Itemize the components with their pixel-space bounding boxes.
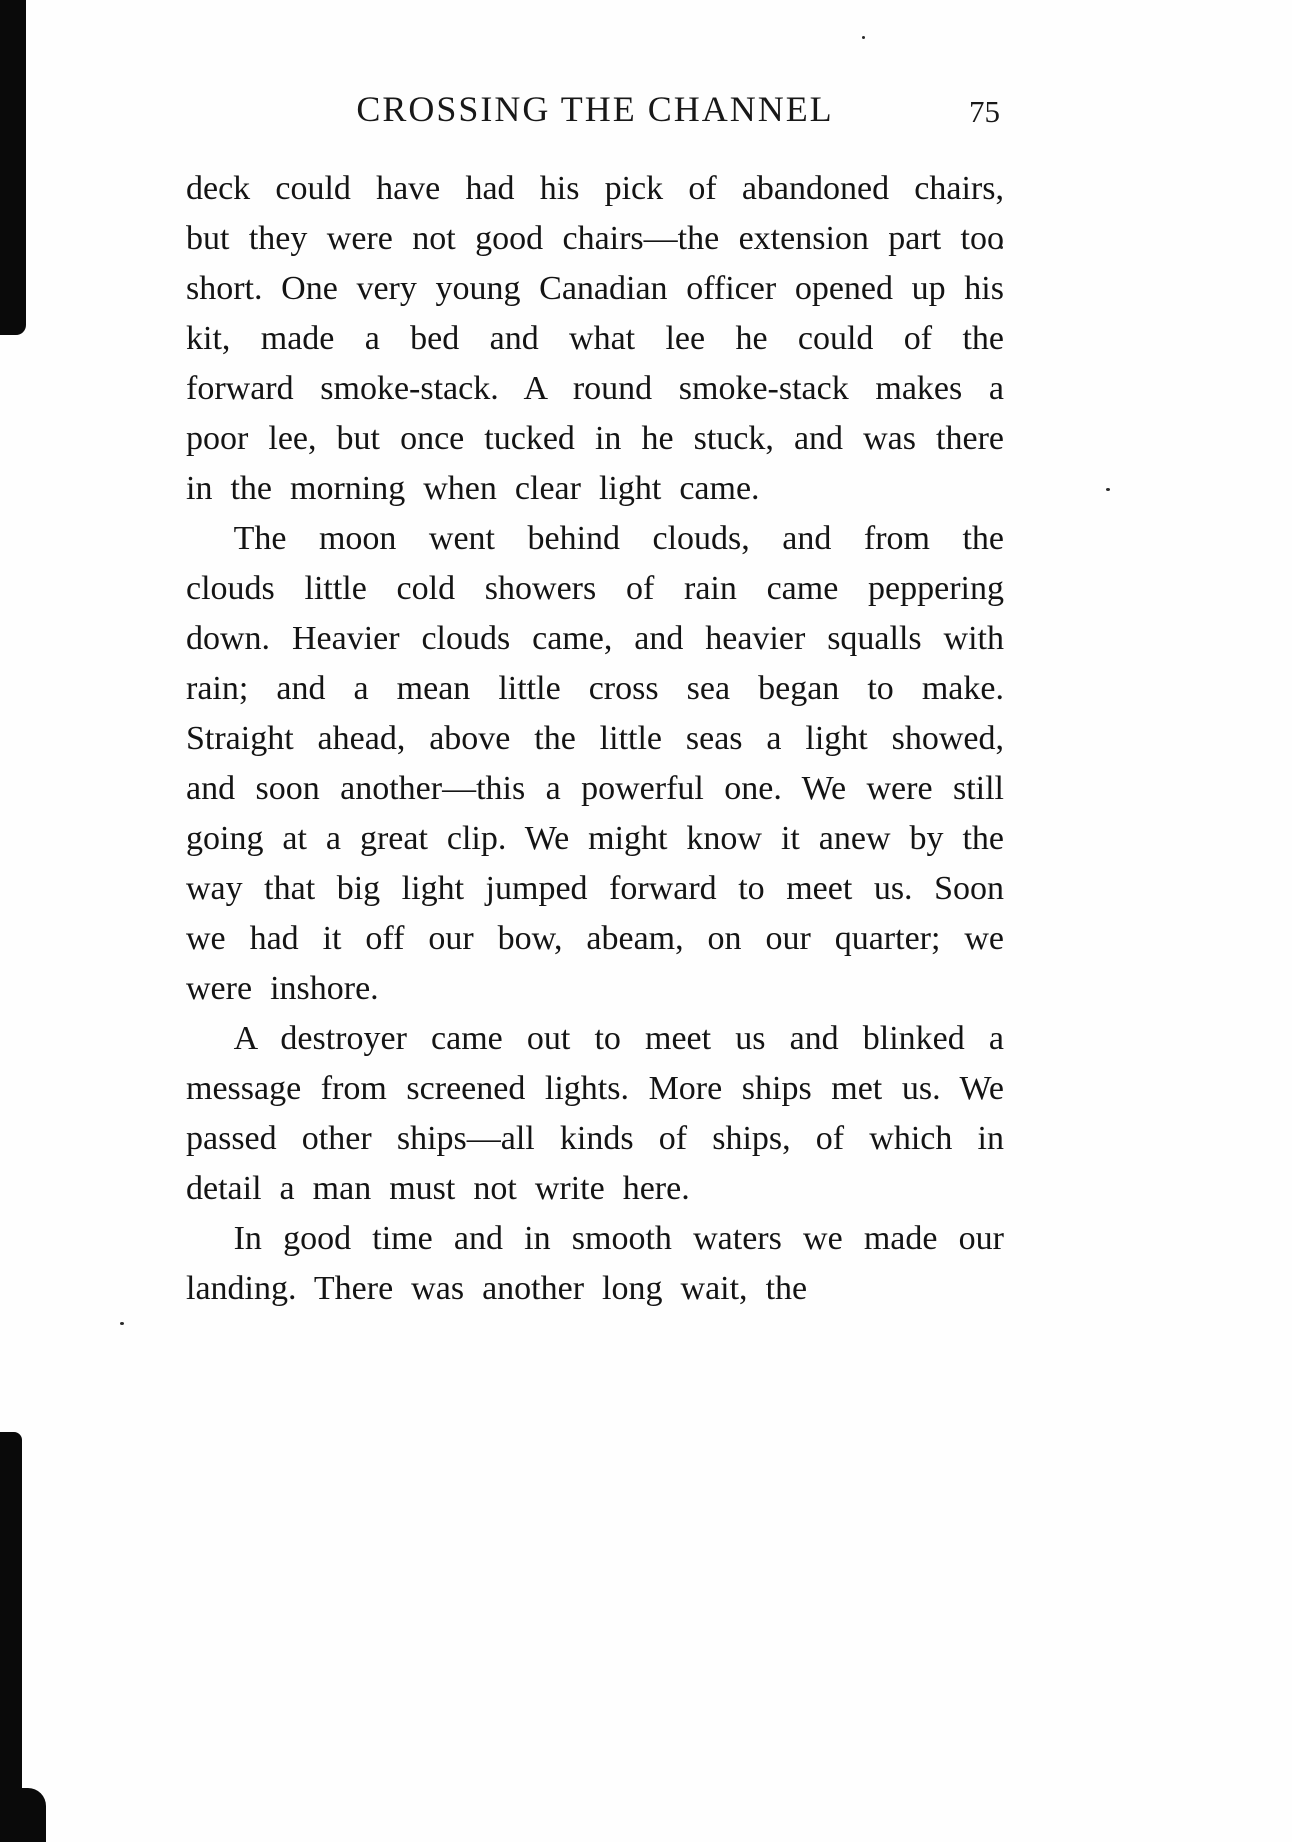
body-paragraph: A destroyer came out to meet us and blinked a message from screened lights. More ships met us. We passed other ships—all kinds of ships, of which in detail a man must not write here. xyxy=(186,1020,1004,1207)
scan-artifact-bottom-corner xyxy=(0,1788,46,1842)
running-header xyxy=(186,88,1004,140)
body-paragraph: In good time and in smooth waters we made our landing. There was another long wait, the xyxy=(186,1220,1004,1307)
page-number: 75 xyxy=(969,94,1000,129)
body-paragraph: The moon went behind clouds, and from the clouds little cold showers of rain came peppering down. Heavier clouds came, and heavier squalls with rain; and a mean little cross sea began to make. Straight ahead, above the little seas a light showed, and soon another—this a powerful one. We were still going at a great clip. We might know it anew by the way that big light jumped forward to meet us. Soon we had it off our bow, abeam, on our quarter; we were inshore. xyxy=(186,520,1004,1007)
body-paragraph: deck could have had his pick of abandoned chairs, but they were not good chairs—the extension part too short. One very young Canadian officer opened up his kit, made a bed and what lee he could of the forward smoke-stack. A round smoke-stack makes a poor lee, but once tucked in he stuck, and was there in the morning when clear light came. xyxy=(186,170,1004,507)
body-text xyxy=(186,164,1004,1314)
page-title: CROSSING THE CHANNEL xyxy=(356,89,834,129)
scan-artifact-top-left xyxy=(0,0,26,335)
page-content xyxy=(186,88,1004,1314)
scan-speck xyxy=(120,1322,124,1325)
scan-speck xyxy=(1106,488,1110,491)
scan-speck xyxy=(862,36,865,39)
scan-artifact-bottom-left xyxy=(0,1432,22,1842)
